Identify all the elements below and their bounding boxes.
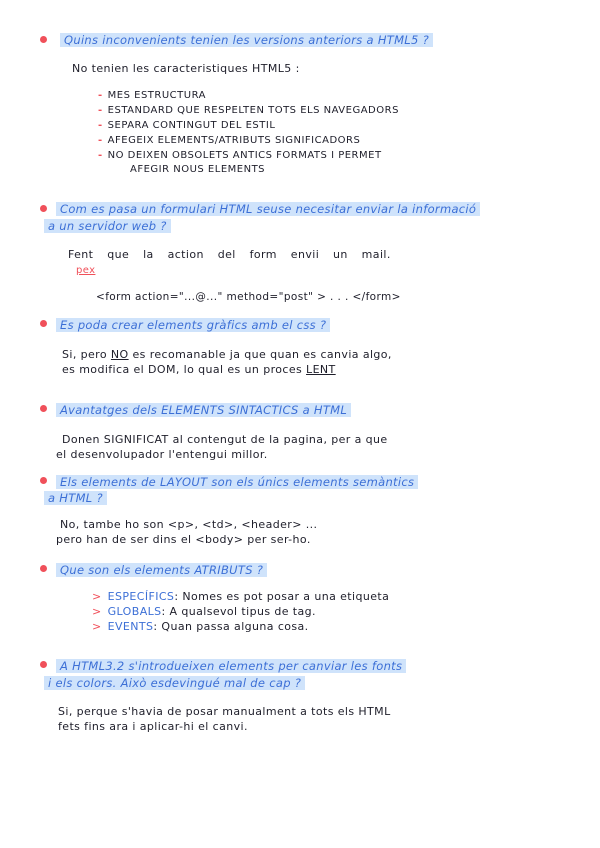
question-2-line2: a un servidor web ? xyxy=(44,219,171,233)
answer-7-line1: Si, perque s'havia de posar manualment a tots els HTML xyxy=(58,705,391,718)
question-bullet xyxy=(40,36,47,43)
answer-1-item: - ESTANDARD QUE RESPELTEN TOTS ELS NAVEGADORS xyxy=(98,105,399,116)
question-bullet xyxy=(40,205,47,212)
answer-7-line2: fets fins ara i aplicar-hi el canvi. xyxy=(58,720,248,733)
answer-1-item: - SEPARA CONTINGUT DEL ESTIL xyxy=(98,120,276,131)
answer-1-item: - NO DEIXEN OBSOLETS ANTICS FORMATS I PERMET xyxy=(98,150,382,161)
example-label: pex xyxy=(76,265,96,276)
question-1: Quins inconvenients tenien les versions anteriors a HTML5 ? xyxy=(60,33,433,47)
answer-1-intro: No tenien les caracteristiques HTML5 : xyxy=(72,62,300,75)
answer-3-line1: Si, pero NO es recomanable ja que quan es canvia algo, xyxy=(62,348,392,361)
answer-6-item: > GLOBALS: A qualsevol tipus de tag. xyxy=(92,605,316,618)
question-6: Que son els elements ATRIBUTS ? xyxy=(56,563,267,577)
question-5-line1: Els elements de LAYOUT son els únics elements semàntics xyxy=(56,475,418,489)
answer-2: Fent que la action del form envii un mail. xyxy=(68,248,391,261)
answer-4-line1: Donen SIGNIFICAT al contengut de la pagina, per a que xyxy=(62,433,388,446)
answer-1-item: - MES ESTRUCTURA xyxy=(98,90,206,101)
question-bullet xyxy=(40,661,47,668)
answer-5-line1: No, tambe ho son <p>, <td>, <header> ... xyxy=(60,518,318,531)
answer-6-item: > ESPECÍFICS: Nomes es pot posar a una etiqueta xyxy=(92,590,390,603)
question-bullet xyxy=(40,565,47,572)
answer-3-line2: es modifica el DOM, lo qual es un proces LENT xyxy=(62,363,336,376)
answer-2-code: <form action="...@..." method="post" > . . . </form> xyxy=(96,291,401,303)
question-bullet xyxy=(40,405,47,412)
answer-6-item: > EVENTS: Quan passa alguna cosa. xyxy=(92,620,309,633)
question-7-line2: i els colors. Això esdevingué mal de cap ? xyxy=(44,676,305,690)
question-2-line1: Com es pasa un formulari HTML seuse necesitar enviar la informació xyxy=(56,202,480,216)
question-bullet xyxy=(40,320,47,327)
question-bullet xyxy=(40,477,47,484)
question-3: Es poda crear elements gràfics amb el css ? xyxy=(56,318,330,332)
answer-5-line2: pero han de ser dins el <body> per ser-ho. xyxy=(56,533,311,546)
answer-4-line2: el desenvolupador l'entengui millor. xyxy=(56,448,268,461)
question-5-line2: a HTML ? xyxy=(44,491,107,505)
answer-1-item: - AFEGEIX ELEMENTS/ATRIBUTS SIGNIFICADORS xyxy=(98,135,361,146)
question-7-line1: A HTML3.2 s'introdueixen elements per canviar les fonts xyxy=(56,659,406,673)
answer-1-item-cont: AFEGIR NOUS ELEMENTS xyxy=(130,164,266,175)
question-4: Avantatges dels ELEMENTS SINTACTICS a HTML xyxy=(56,403,351,417)
